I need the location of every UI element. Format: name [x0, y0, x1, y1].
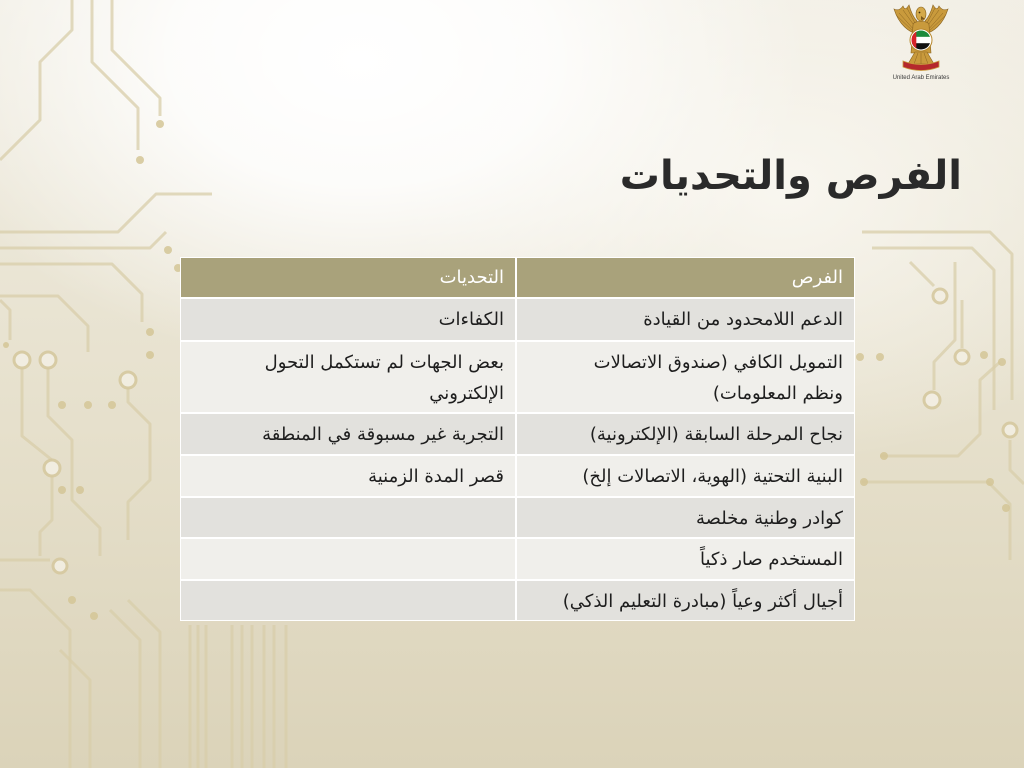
opportunity-cell: كوادر وطنية مخلصة [516, 497, 855, 538]
opportunity-cell: البنية التحتية (الهوية، الاتصالات إلخ) [516, 455, 855, 497]
opportunity-cell: التمويل الكافي (صندوق الاتصالات ونظم المعلومات) [516, 341, 855, 413]
uae-emblem-logo [891, 3, 951, 75]
opportunity-cell: أجيال أكثر وعياً (مبادرة التعليم الذكي) [516, 580, 855, 621]
circuit-lines-top-left [0, 0, 164, 164]
challenge-cell [180, 538, 516, 580]
header-cell-challenges: التحديات [180, 257, 516, 298]
challenge-cell: بعض الجهات لم تستكمل التحول الإلكتروني [180, 341, 516, 413]
opportunity-cell: الدعم اللامحدود من القيادة [516, 298, 855, 341]
uae-flag-shield-icon [910, 29, 932, 51]
challenge-cell: قصر المدة الزمنية [180, 455, 516, 497]
challenge-cell: التجربة غير مسبوقة في المنطقة [180, 413, 516, 455]
opportunity-cell: المستخدم صار ذكياً [516, 538, 855, 580]
opportunity-cell: نجاح المرحلة السابقة (الإلكترونية) [516, 413, 855, 455]
emblem-caption: United Arab Emirates [892, 75, 950, 81]
challenge-cell [180, 580, 516, 621]
header-cell-opportunities: الفرص [516, 257, 855, 298]
circuit-lines-right [856, 232, 1024, 560]
opportunities-challenges-table [180, 257, 855, 621]
challenge-cell [180, 497, 516, 538]
falcon-tail-icon [908, 52, 934, 64]
challenge-cell: الكفاءات [180, 298, 516, 341]
slide-title: الفرص والتحديات [619, 153, 962, 199]
